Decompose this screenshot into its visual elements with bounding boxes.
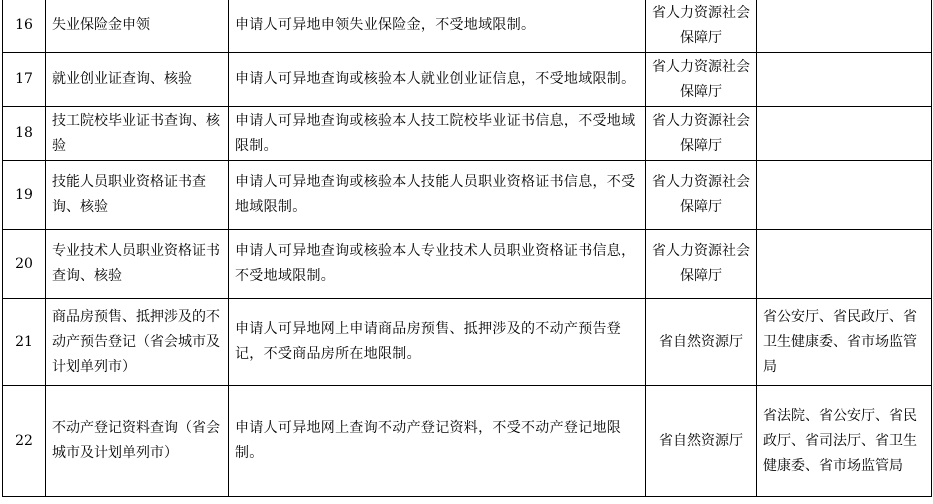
table-row: [3, 161, 932, 230]
row-number: 22: [3, 386, 46, 497]
services-table: [2, 0, 932, 497]
lead-department: 省人力资源社会保障厅: [646, 230, 757, 299]
item-name: 商品房预售、抵押涉及的不动产预告登记（省会城市及计划单列市）: [46, 299, 229, 386]
cooperating-departments: [757, 161, 932, 230]
lead-department: 省人力资源社会保障厅: [646, 107, 757, 161]
item-name: 就业创业证查询、核验: [46, 53, 229, 107]
cooperating-departments: [757, 107, 932, 161]
row-number: 20: [3, 230, 46, 299]
lead-department: 省人力资源社会保障厅: [646, 161, 757, 230]
row-number: 21: [3, 299, 46, 386]
item-name: 技能人员职业资格证书查询、核验: [46, 161, 229, 230]
lead-department: 省自然资源厅: [646, 299, 757, 386]
table-row: [3, 53, 932, 107]
item-description: 申请人可异地查询或核验本人就业创业证信息，不受地域限制。: [229, 53, 646, 107]
item-name: 不动产登记资料查询（省会城市及计划单列市）: [46, 386, 229, 497]
lead-department: 省人力资源社会保障厅: [646, 53, 757, 107]
row-number: 17: [3, 53, 46, 107]
item-description: 申请人可异地查询或核验本人技能人员职业资格证书信息，不受地域限制。: [229, 161, 646, 230]
cooperating-departments: [757, 53, 932, 107]
cooperating-departments: [757, 0, 932, 53]
row-number: 18: [3, 107, 46, 161]
item-description: 申请人可异地查询或核验本人技工院校毕业证书信息，不受地域限制。: [229, 107, 646, 161]
item-name: 技工院校毕业证书查询、核验: [46, 107, 229, 161]
item-name: 专业技术人员职业资格证书查询、核验: [46, 230, 229, 299]
table-row: [3, 386, 932, 497]
table-row: [3, 107, 932, 161]
row-number: 16: [3, 0, 46, 53]
item-name: 失业保险金申领: [46, 0, 229, 53]
table-row: [3, 230, 932, 299]
lead-department: 省人力资源社会保障厅: [646, 0, 757, 53]
item-description: 申请人可异地网上申请商品房预售、抵押涉及的不动产预告登记，不受商品房所在地限制。: [229, 299, 646, 386]
row-number: 19: [3, 161, 46, 230]
lead-department: 省自然资源厅: [646, 386, 757, 497]
cooperating-departments: 省公安厅、省民政厅、省卫生健康委、省市场监管局: [757, 299, 932, 386]
cooperating-departments: [757, 230, 932, 299]
table-row: [3, 0, 932, 53]
item-description: 申请人可异地查询或核验本人专业技术人员职业资格证书信息，不受地域限制。: [229, 230, 646, 299]
table-row: [3, 299, 932, 386]
cooperating-departments: 省法院、省公安厅、省民政厅、省司法厅、省卫生健康委、省市场监管局: [757, 386, 932, 497]
item-description: 申请人可异地申领失业保险金，不受地域限制。: [229, 0, 646, 53]
item-description: 申请人可异地网上查询不动产登记资料，不受不动产登记地限制。: [229, 386, 646, 497]
